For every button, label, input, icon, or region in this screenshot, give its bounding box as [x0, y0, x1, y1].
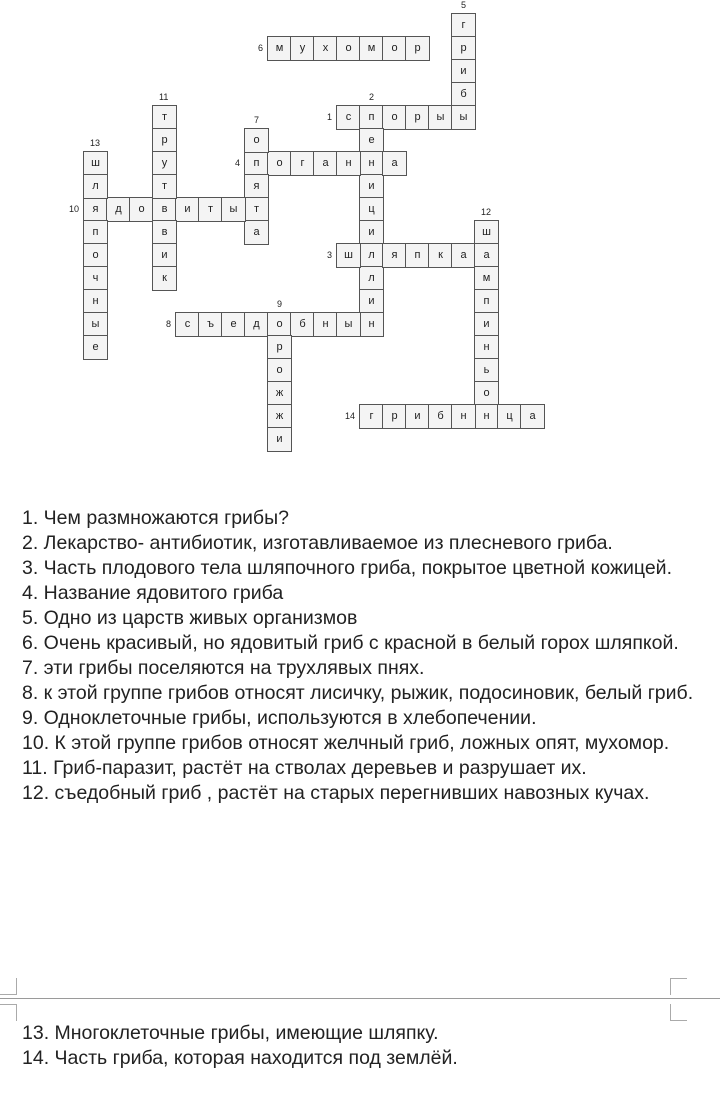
crossword-cell: и	[451, 59, 476, 84]
clue-14: 14. Часть гриба, которая находится под землёй.	[22, 1047, 458, 1069]
crossword-cell: а	[451, 243, 476, 268]
clue-number-2: 2	[369, 92, 375, 102]
crossword-cell: о	[267, 358, 292, 383]
crossword-cell: л	[359, 243, 384, 268]
clue-number-11: 11	[159, 92, 169, 102]
crossword-cell: и	[359, 220, 384, 245]
crossword-cell: о	[336, 36, 361, 61]
crossword-cell: д	[244, 312, 269, 337]
crossword-cell: п	[405, 243, 430, 268]
crossword-cell: ш	[336, 243, 361, 268]
crossword-cell: о	[267, 151, 292, 176]
crossword-cell: п	[359, 105, 384, 130]
crossword-cell: ц	[497, 404, 522, 429]
clue-11: 11. Гриб-паразит, растёт на стволах деревьев и разрушает их.	[22, 757, 587, 779]
crossword-cell: к	[152, 266, 177, 291]
crossword-cell: а	[313, 151, 338, 176]
crossword-cell: г	[451, 13, 476, 38]
crossword-cell: н	[313, 312, 338, 337]
crossword-cell: ц	[359, 197, 384, 222]
clues-list-continued	[22, 1021, 712, 1071]
crossword-cell: о	[474, 381, 499, 406]
clue-5: 5. Одно из царств живых организмов	[22, 607, 358, 629]
crossword-cell: г	[359, 404, 384, 429]
crossword-cell: и	[474, 312, 499, 337]
crossword-cell: ч	[83, 266, 108, 291]
crossword-cell: я	[244, 174, 269, 199]
crossword-cell: л	[359, 266, 384, 291]
crossword-cell: н	[83, 289, 108, 314]
crossword-cell: и	[405, 404, 430, 429]
clue-number-10: 10	[69, 204, 80, 214]
clue-number-13: 13	[90, 138, 101, 148]
crossword-cell: ш	[474, 220, 499, 245]
crossword-cell: е	[221, 312, 246, 337]
crossword-cell: о	[129, 197, 154, 222]
clue-7: 7. эти грибы поселяются на трухлявых пнях.	[22, 657, 425, 679]
crossword-cell: р	[267, 335, 292, 360]
crossword-cell: н	[336, 151, 361, 176]
page-break-line	[0, 998, 720, 999]
crossword-cell: т	[244, 197, 269, 222]
crossword-cell: и	[267, 427, 292, 452]
clue-9: 9. Одноклеточные грибы, используются в хлебопечении.	[22, 707, 537, 729]
crossword-grid	[0, 0, 720, 470]
crossword-cell: н	[474, 335, 499, 360]
crossword-cell: п	[244, 151, 269, 176]
crossword-cell: и	[359, 174, 384, 199]
crossword-cell: а	[382, 151, 407, 176]
crossword-cell: н	[474, 404, 499, 429]
clue-number-4: 4	[235, 158, 241, 168]
clue-3: 3. Часть плодового тела шляпочного гриба, покрытое цветной кожицей.	[22, 557, 672, 579]
crossword-cell: о	[83, 243, 108, 268]
page-corner-mark	[0, 978, 17, 995]
crossword-cell: и	[359, 289, 384, 314]
crossword-cell: о	[267, 312, 292, 337]
crossword-cell: р	[152, 128, 177, 153]
clue-8: 8. к этой группе грибов относят лисичку, рыжик, подосиновик, белый гриб.	[22, 682, 694, 704]
crossword-cell: с	[336, 105, 361, 130]
crossword-cell: и	[175, 197, 200, 222]
crossword-cell: ы	[451, 105, 476, 130]
crossword-cell: м	[359, 36, 384, 61]
crossword-cell: и	[152, 243, 177, 268]
clue-12: 12. съедобный гриб , растёт на старых перегнивших навозных кучах.	[22, 782, 650, 804]
crossword-cell: ш	[83, 151, 108, 176]
crossword-cell: р	[405, 36, 430, 61]
clue-number-5: 5	[461, 0, 467, 10]
crossword-cell: а	[474, 243, 499, 268]
crossword-cell: ы	[428, 105, 453, 130]
crossword-cell: ы	[221, 197, 246, 222]
clue-number-1: 1	[327, 112, 333, 122]
crossword-cell: р	[382, 404, 407, 429]
crossword-cell: о	[382, 105, 407, 130]
crossword-cell: р	[451, 36, 476, 61]
clue-6: 6. Очень красивый, но ядовитый гриб с красной в белый горох шляпкой.	[22, 632, 679, 654]
clue-number-3: 3	[327, 250, 333, 260]
crossword-cell: о	[244, 128, 269, 153]
crossword-cell: ь	[474, 358, 499, 383]
clues-list	[22, 506, 712, 806]
crossword-cell: я	[382, 243, 407, 268]
crossword-cell: а	[520, 404, 545, 429]
page-corner-mark	[0, 1004, 17, 1021]
clue-1: 1. Чем размножаются грибы?	[22, 507, 289, 529]
clue-number-14: 14	[345, 411, 356, 421]
crossword-cell: п	[83, 220, 108, 245]
crossword-cell: с	[175, 312, 200, 337]
crossword-cell: у	[290, 36, 315, 61]
clue-10: 10. К этой группе грибов относят желчный гриб, ложных опят, мухомор.	[22, 732, 670, 754]
crossword-cell: ж	[267, 381, 292, 406]
crossword-cell: м	[474, 266, 499, 291]
page-corner-mark	[670, 1004, 687, 1021]
clue-2: 2. Лекарство- антибиотик, изготавливаемое из плесневого гриба.	[22, 532, 613, 554]
clue-number-6: 6	[258, 43, 264, 53]
crossword-cell: н	[359, 151, 384, 176]
crossword-cell: л	[83, 174, 108, 199]
crossword-cell: м	[267, 36, 292, 61]
clue-number-7: 7	[254, 115, 260, 125]
crossword-cell: б	[428, 404, 453, 429]
crossword-cell: г	[290, 151, 315, 176]
crossword-cell: т	[152, 174, 177, 199]
clue-4: 4. Название ядовитого гриба	[22, 582, 284, 604]
clue-number-12: 12	[481, 207, 492, 217]
crossword-cell: д	[106, 197, 131, 222]
crossword-cell: е	[83, 335, 108, 360]
crossword-cell: р	[405, 105, 430, 130]
crossword-cell: ы	[336, 312, 361, 337]
crossword-cell: б	[451, 82, 476, 107]
crossword-cell: к	[428, 243, 453, 268]
crossword-cell: ж	[267, 404, 292, 429]
crossword-cell: у	[152, 151, 177, 176]
crossword-cell: т	[198, 197, 223, 222]
crossword-cell: п	[474, 289, 499, 314]
crossword-cell: б	[290, 312, 315, 337]
crossword-cell: н	[451, 404, 476, 429]
crossword-cell: т	[152, 105, 177, 130]
crossword-cell: ъ	[198, 312, 223, 337]
clue-number-9: 9	[277, 299, 283, 309]
clue-number-8: 8	[166, 319, 172, 329]
crossword-cell: е	[359, 128, 384, 153]
crossword-cell: о	[382, 36, 407, 61]
crossword-cell: я	[83, 197, 108, 222]
crossword-cell: ы	[83, 312, 108, 337]
clue-13: 13. Многоклеточные грибы, имеющие шляпку.	[22, 1022, 439, 1044]
crossword-cell: в	[152, 220, 177, 245]
page-corner-mark	[670, 978, 687, 995]
crossword-cell: а	[244, 220, 269, 245]
crossword-cell: н	[359, 312, 384, 337]
crossword-cell: в	[152, 197, 177, 222]
crossword-cell: х	[313, 36, 338, 61]
